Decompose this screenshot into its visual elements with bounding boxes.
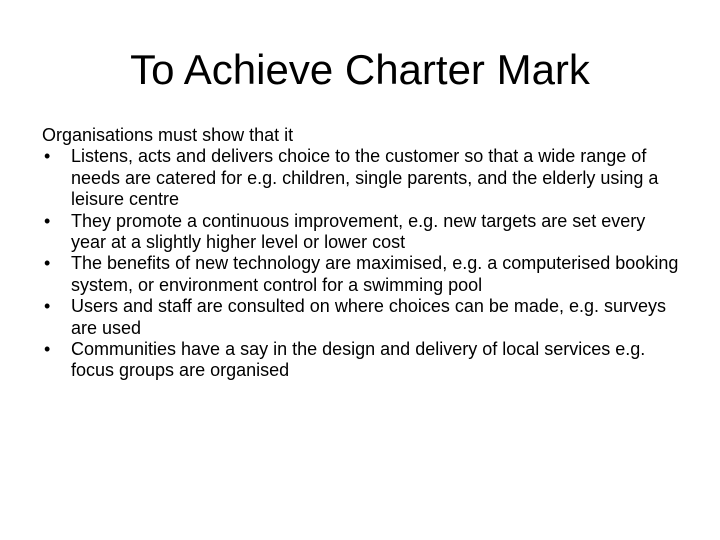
bullet-item-listens: [42, 146, 682, 210]
bullet-item-continuous-improvement: [42, 211, 682, 254]
bullet-icon: •: [44, 339, 51, 360]
intro-text: Organisations must show that it: [42, 125, 294, 145]
slide-body: [42, 125, 682, 382]
bullet-text: They promote a continuous improvement, e.g. new targets are set every year at a slightly higher level or lower cost: [71, 210, 646, 253]
bullet-icon: •: [44, 210, 51, 231]
bullet-icon: •: [44, 253, 51, 274]
bullet-icon: •: [44, 296, 51, 317]
bullet-text: Listens, acts and delivers choice to the customer so that a wide range of needs are catered for e.g. children, single parents, and the elderly using a leisure centre: [71, 146, 659, 210]
bullet-item-consultation: [42, 296, 682, 339]
bullet-text: Communities have a say in the design and delivery of local services e.g. focus groups are organised: [71, 339, 646, 381]
bullet-item-communities: [42, 339, 682, 382]
slide-title: To Achieve Charter Mark: [130, 46, 590, 93]
bullet-list: [42, 146, 682, 381]
bullet-icon: •: [44, 146, 51, 167]
bullet-text: Users and staff are consulted on where choices can be made, e.g. surveys are used: [71, 296, 666, 338]
bullet-item-technology: [42, 253, 682, 296]
bullet-text: The benefits of new technology are maximised, e.g. a computerised booking system, or environment control for a swimming pool: [71, 253, 679, 295]
